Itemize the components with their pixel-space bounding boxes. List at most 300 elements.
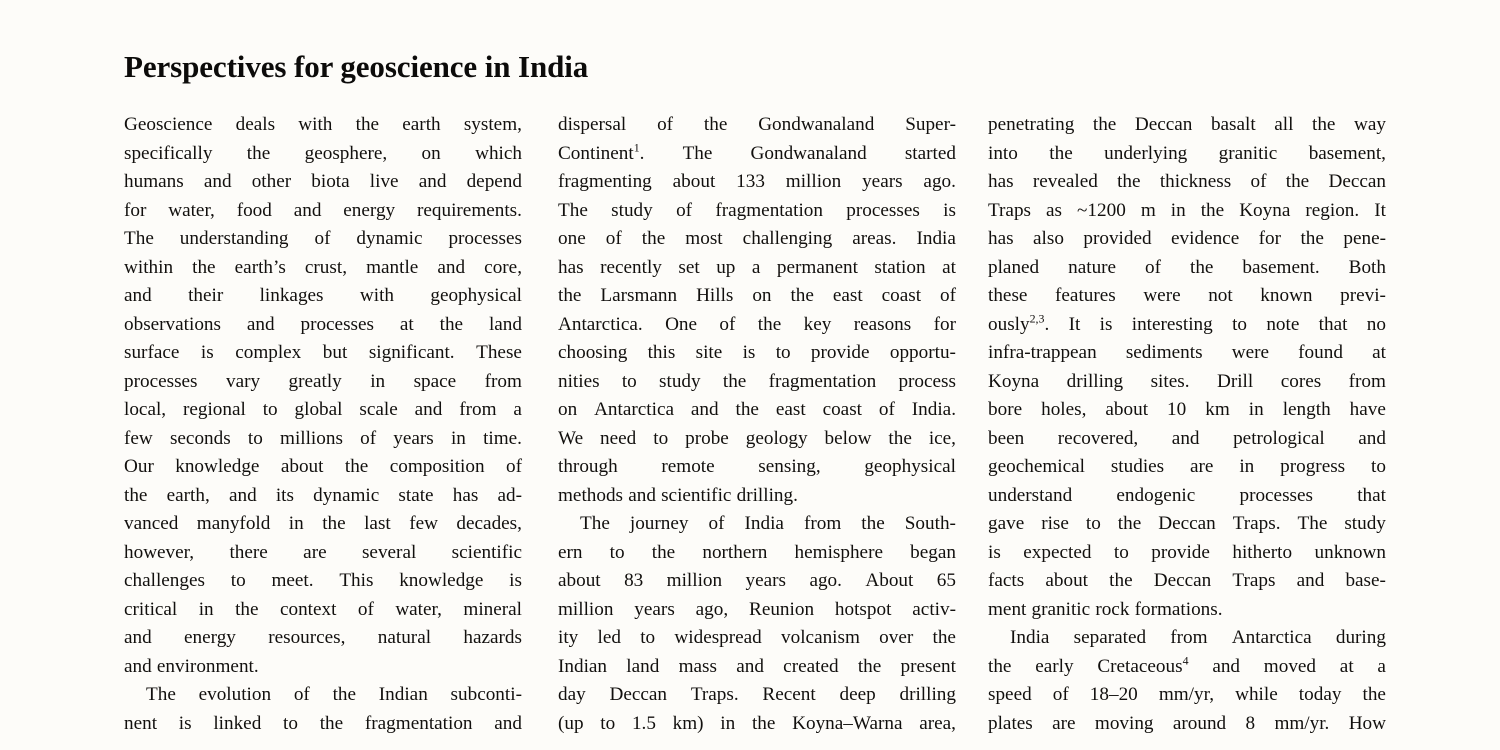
text-word: east — [832, 285, 863, 306]
text-line — [988, 143, 1386, 172]
text-word: to — [600, 712, 616, 734]
text-word: and — [124, 655, 152, 677]
text-word: for — [933, 313, 956, 335]
text-word: about — [672, 171, 716, 192]
text-word: area, — [919, 712, 956, 734]
reference-superscript: 2,3 — [1029, 311, 1045, 326]
text-word: India — [1010, 627, 1050, 648]
text-word: India. — [911, 399, 956, 420]
text-word: natural — [377, 627, 432, 648]
text-word: dispersal — [558, 114, 627, 135]
page-title: Perspectives for geoscience in India — [124, 48, 589, 84]
text-word: expected — [1023, 541, 1092, 563]
text-line — [988, 285, 1386, 314]
text-word: geophysical — [430, 285, 522, 306]
text-line — [558, 513, 956, 542]
text-word: global — [294, 399, 343, 420]
text-word: km — [1205, 399, 1230, 420]
text-word: in — [198, 598, 214, 620]
text-word: earth — [402, 114, 441, 135]
text-word: and — [494, 712, 522, 734]
text-word: known — [1260, 285, 1313, 306]
text-word: depend — [466, 171, 522, 192]
text-word: at — [1339, 655, 1354, 677]
text-word: basalt — [1210, 114, 1256, 135]
text-word: mass — [678, 655, 717, 677]
text-word: over — [879, 627, 914, 648]
text-word: methods — [558, 484, 624, 506]
text-word: to — [230, 570, 246, 591]
text-word: sites. — [1150, 370, 1190, 392]
text-word: the — [1092, 114, 1117, 135]
text-word: specifically — [124, 142, 213, 164]
text-word: Antarctica. — [558, 313, 643, 335]
text-word: provided — [1083, 228, 1152, 249]
text-word: the — [319, 712, 344, 734]
text-word: while — [1235, 684, 1278, 705]
text-word: and — [628, 484, 656, 506]
text-word: that — [1357, 484, 1386, 506]
text-word: the — [1300, 228, 1324, 249]
text-word: from — [484, 370, 522, 392]
text-word: the — [857, 655, 882, 677]
text-word: India — [916, 228, 956, 249]
text-word: moved — [1263, 655, 1317, 677]
text-word: day — [558, 684, 586, 705]
text-word: system, — [463, 114, 522, 135]
text-word: are — [1052, 712, 1076, 734]
text-word: processes — [448, 228, 522, 249]
text-word: The — [124, 228, 154, 249]
text-word: South- — [904, 513, 956, 534]
text-word: hazards — [463, 627, 522, 648]
text-word: has — [988, 171, 1014, 192]
text-word: areas. — [852, 228, 897, 249]
text-word: about — [1105, 399, 1149, 420]
text-word: the — [790, 285, 814, 306]
text-word: m — [1140, 199, 1156, 221]
text-line — [988, 371, 1386, 400]
text-word: the — [1362, 684, 1386, 705]
text-word: ity — [558, 627, 579, 648]
text-word: ad- — [497, 484, 522, 506]
text-word: endogenic — [1116, 484, 1196, 506]
text-word: in — [1170, 199, 1186, 221]
text-word: processes — [1239, 484, 1313, 506]
text-word: began — [910, 541, 956, 563]
text-word: live — [369, 171, 399, 192]
text-word: most — [685, 228, 723, 249]
text-word: the — [355, 114, 380, 135]
text-word: is — [200, 342, 214, 363]
paragraph — [124, 114, 522, 684]
text-word: and — [418, 171, 447, 192]
text-word: knowledge — [175, 456, 260, 477]
text-word: interesting — [1131, 313, 1213, 335]
text-word: in — [1239, 456, 1255, 477]
text-line — [988, 456, 1386, 485]
text-word: vanced — [124, 513, 179, 534]
text-line — [558, 456, 956, 485]
text-word: have — [1349, 399, 1386, 420]
text-word: also — [1033, 228, 1064, 249]
text-word: ice, — [928, 427, 956, 449]
text-word: the — [641, 228, 666, 249]
text-word: through — [558, 456, 618, 477]
text-word: the — [332, 684, 357, 705]
text-word: during — [1335, 627, 1386, 648]
text-word: to — [1371, 456, 1386, 477]
text-word: knowledge — [399, 570, 484, 591]
text-word: the — [1049, 142, 1073, 164]
reference-superscript: 1 — [633, 140, 640, 155]
text-word: of — [1250, 171, 1267, 192]
text-word: Deccan — [1134, 114, 1193, 135]
text-word: granitic — [1031, 598, 1091, 620]
text-word: challenging — [742, 228, 833, 249]
text-word: context — [279, 598, 337, 620]
text-word: on — [752, 285, 772, 306]
text-word: Deccan — [1158, 513, 1216, 534]
text-word: a — [1377, 655, 1386, 677]
text-word: ously$^{2,3}$. — [988, 311, 1050, 335]
text-word: water, — [395, 598, 442, 620]
text-word: geochemical — [988, 456, 1085, 477]
text-word: within — [124, 256, 174, 278]
text-word: sediments — [1125, 342, 1203, 363]
text-word: coast — [822, 399, 862, 420]
text-word: Continent$^1$. — [558, 140, 645, 164]
text-word: Deccan — [1328, 171, 1386, 192]
text-word: 133 — [736, 171, 765, 192]
text-word: activ- — [912, 598, 956, 620]
text-line — [558, 257, 956, 286]
text-word: site — [695, 342, 723, 363]
text-word: of — [708, 513, 725, 534]
text-word: understanding — [179, 228, 289, 249]
text-word: that — [1318, 313, 1348, 335]
text-word: facts — [988, 570, 1025, 591]
text-word: set — [678, 256, 700, 278]
text-word: the — [757, 313, 782, 335]
text-word: holes, — [1041, 399, 1087, 420]
text-word: the — [1190, 256, 1214, 278]
text-word: length — [1282, 399, 1331, 420]
text-line — [988, 513, 1386, 542]
text-word: study — [611, 199, 653, 221]
text-word: northern — [702, 541, 768, 563]
text-line — [124, 485, 522, 514]
text-word: not — [1208, 285, 1233, 306]
text-word: hitherto — [1232, 541, 1293, 563]
text-line — [558, 570, 956, 599]
text-word: present — [900, 655, 956, 677]
text-word: About — [865, 570, 914, 591]
text-column-3 — [988, 114, 1386, 741]
text-word: land — [488, 313, 522, 335]
text-word: geology — [745, 427, 808, 449]
text-word: volcanism — [781, 627, 860, 648]
text-word: these — [988, 285, 1028, 306]
text-word: to — [775, 342, 791, 363]
text-word: and — [1212, 655, 1241, 677]
text-word: and — [124, 627, 152, 648]
text-word: biota — [311, 171, 350, 192]
text-word: nent — [124, 712, 158, 734]
text-word: food — [236, 199, 272, 221]
text-word: fragmentation — [364, 712, 473, 734]
text-word: composition — [389, 456, 485, 477]
text-word: 83 — [624, 570, 644, 591]
text-word: deep — [839, 684, 876, 705]
text-word: space — [413, 370, 457, 392]
text-line — [558, 599, 956, 628]
text-word: last — [364, 513, 391, 534]
text-word: on — [421, 142, 441, 164]
text-word: seconds — [169, 427, 231, 449]
text-word: below — [824, 427, 872, 449]
text-word: is — [742, 342, 756, 363]
text-word: the — [1285, 171, 1310, 192]
text-word: state — [398, 484, 434, 506]
text-word: east — [775, 399, 806, 420]
text-word: and — [124, 285, 152, 306]
text-word: key — [803, 313, 832, 335]
text-line — [988, 428, 1386, 457]
text-word: crust, — [304, 256, 347, 278]
text-word: about — [280, 456, 324, 477]
text-word: surface — [124, 342, 180, 363]
text-line — [124, 713, 522, 742]
reference-superscript: 4 — [1182, 653, 1189, 668]
text-word: cores — [1280, 370, 1322, 392]
text-word: there — [229, 541, 268, 563]
text-line — [124, 371, 522, 400]
text-word: to — [1232, 313, 1247, 335]
text-word: ment — [988, 598, 1027, 620]
text-word: in — [450, 427, 466, 449]
text-line — [988, 311, 1386, 343]
text-line — [988, 228, 1386, 257]
text-word: study — [659, 370, 701, 392]
text-word: remote — [661, 456, 715, 477]
text-word: resources, — [268, 627, 346, 648]
text-word: of — [878, 399, 895, 420]
text-word: in — [370, 370, 386, 392]
text-word: on — [558, 399, 578, 420]
text-line — [558, 542, 956, 571]
text-line — [558, 342, 956, 371]
text-word: formations. — [1134, 598, 1223, 620]
text-word: Traps. — [690, 684, 739, 705]
text-word: Deccan — [1153, 570, 1212, 591]
text-word: and — [203, 171, 232, 192]
text-word: separated — [1073, 627, 1147, 648]
text-column-2 — [558, 114, 956, 741]
text-line — [988, 542, 1386, 571]
text-word: of — [357, 598, 374, 620]
text-word: complex — [235, 342, 302, 363]
text-word: fragmenting — [558, 171, 652, 192]
text-word: other — [251, 171, 292, 192]
text-word: Indian — [558, 655, 608, 677]
text-word: millions — [280, 427, 343, 449]
text-word: provide — [1151, 541, 1210, 563]
text-word: in — [720, 712, 736, 734]
text-word: the — [1200, 199, 1225, 221]
text-line — [558, 684, 956, 713]
text-word: recovered, — [1057, 427, 1139, 449]
text-word: Deccan — [609, 684, 668, 705]
text-word: one — [558, 228, 586, 249]
text-line — [124, 200, 522, 229]
text-line — [558, 656, 956, 685]
text-word: years — [745, 570, 787, 591]
text-word: today — [1298, 684, 1342, 705]
text-line — [124, 228, 522, 257]
text-word: dynamic — [356, 228, 423, 249]
text-line — [988, 257, 1386, 286]
text-line — [124, 342, 522, 371]
text-line — [558, 627, 956, 656]
text-word: is — [509, 570, 522, 591]
text-word: note — [1266, 313, 1300, 335]
text-word: basement. — [1242, 256, 1320, 278]
text-word: were — [1143, 285, 1181, 306]
text-word: observations — [124, 313, 221, 335]
text-word: meet. — [271, 570, 314, 591]
text-word: process — [898, 370, 956, 392]
text-word: Traps — [1232, 570, 1276, 591]
paragraph — [558, 114, 956, 513]
text-word: One — [665, 313, 698, 335]
text-word: from — [459, 399, 497, 420]
text-word: the — [1311, 114, 1336, 135]
text-word: years — [862, 171, 903, 192]
text-line — [988, 653, 1386, 685]
text-word: station — [874, 256, 926, 278]
text-line — [124, 399, 522, 428]
text-word: the — [439, 313, 464, 335]
text-line — [558, 285, 956, 314]
text-word: the — [651, 541, 676, 563]
text-word: linkages — [259, 285, 324, 306]
text-line — [558, 140, 956, 172]
text-word: mm/yr. — [1274, 712, 1330, 734]
text-word: (up — [558, 712, 584, 734]
text-word: probe — [685, 427, 729, 449]
text-word: bore — [988, 399, 1023, 420]
text-word: land — [626, 655, 660, 677]
text-line — [558, 314, 956, 343]
text-word: however, — [124, 541, 195, 563]
text-word: to — [621, 370, 637, 392]
text-word: to — [262, 399, 278, 420]
text-word: The — [580, 513, 610, 534]
text-word: Hills — [696, 285, 734, 306]
text-word: no — [1366, 313, 1386, 335]
text-word: from — [1170, 627, 1208, 648]
text-word: fragmentation — [715, 199, 823, 221]
text-word: to — [1113, 541, 1129, 563]
text-word: fragmentation — [768, 370, 877, 392]
text-line — [124, 171, 522, 200]
text-word: geophysical — [864, 456, 956, 477]
text-line — [988, 171, 1386, 200]
text-word: study — [1344, 513, 1386, 534]
text-word: the — [192, 256, 216, 278]
text-word: are — [1190, 456, 1214, 477]
text-word: previ- — [1340, 285, 1386, 306]
text-line — [988, 599, 1386, 628]
text-word: deals — [235, 114, 276, 135]
text-word: mantle — [366, 256, 419, 278]
text-word: of — [314, 228, 331, 249]
text-word: and — [414, 399, 443, 420]
text-word: need — [600, 427, 637, 449]
text-line — [558, 200, 956, 229]
text-word: studies — [1110, 456, 1165, 477]
text-word: are — [303, 541, 327, 563]
text-word: processes — [300, 313, 374, 335]
text-word: way — [1353, 114, 1386, 135]
text-word: is — [943, 199, 956, 221]
text-word: to — [1085, 513, 1101, 534]
text-line — [124, 684, 522, 713]
text-word: vary — [225, 370, 261, 392]
text-line — [124, 513, 522, 542]
text-line — [124, 542, 522, 571]
text-word: 1.5 — [631, 712, 656, 734]
text-word: journey — [629, 513, 689, 534]
text-line — [558, 485, 956, 514]
text-word: dynamic — [313, 484, 380, 506]
text-word: scientific — [451, 541, 522, 563]
text-word: of — [360, 427, 377, 449]
text-word: in — [1248, 399, 1264, 420]
text-word: earth’s — [234, 256, 286, 278]
text-word: drilling — [1066, 370, 1124, 392]
text-word: at — [399, 313, 414, 335]
text-word: the — [861, 513, 885, 534]
text-word: to — [609, 541, 625, 563]
text-word: It — [1068, 313, 1081, 335]
text-word: environment. — [156, 655, 259, 677]
text-word: mineral — [463, 598, 522, 620]
text-word: water, — [168, 199, 215, 221]
paragraph — [124, 684, 522, 741]
text-word: years — [393, 427, 434, 449]
text-word: been — [988, 427, 1025, 449]
text-word: of — [719, 313, 736, 335]
text-word: base- — [1345, 570, 1386, 591]
text-word: underlying — [1104, 142, 1188, 164]
text-word: The — [558, 199, 588, 221]
text-word: million — [666, 570, 723, 591]
text-word: These — [476, 342, 522, 363]
text-word: has — [452, 484, 479, 506]
text-word: led — [597, 627, 621, 648]
text-line — [124, 114, 522, 143]
text-line — [988, 114, 1386, 143]
text-word: regional — [182, 399, 246, 420]
text-word: humans — [124, 171, 184, 192]
text-word: progress — [1280, 456, 1346, 477]
text-line — [988, 684, 1386, 713]
text-word: India — [744, 513, 784, 534]
text-word: energy — [184, 627, 236, 648]
text-line — [558, 171, 956, 200]
